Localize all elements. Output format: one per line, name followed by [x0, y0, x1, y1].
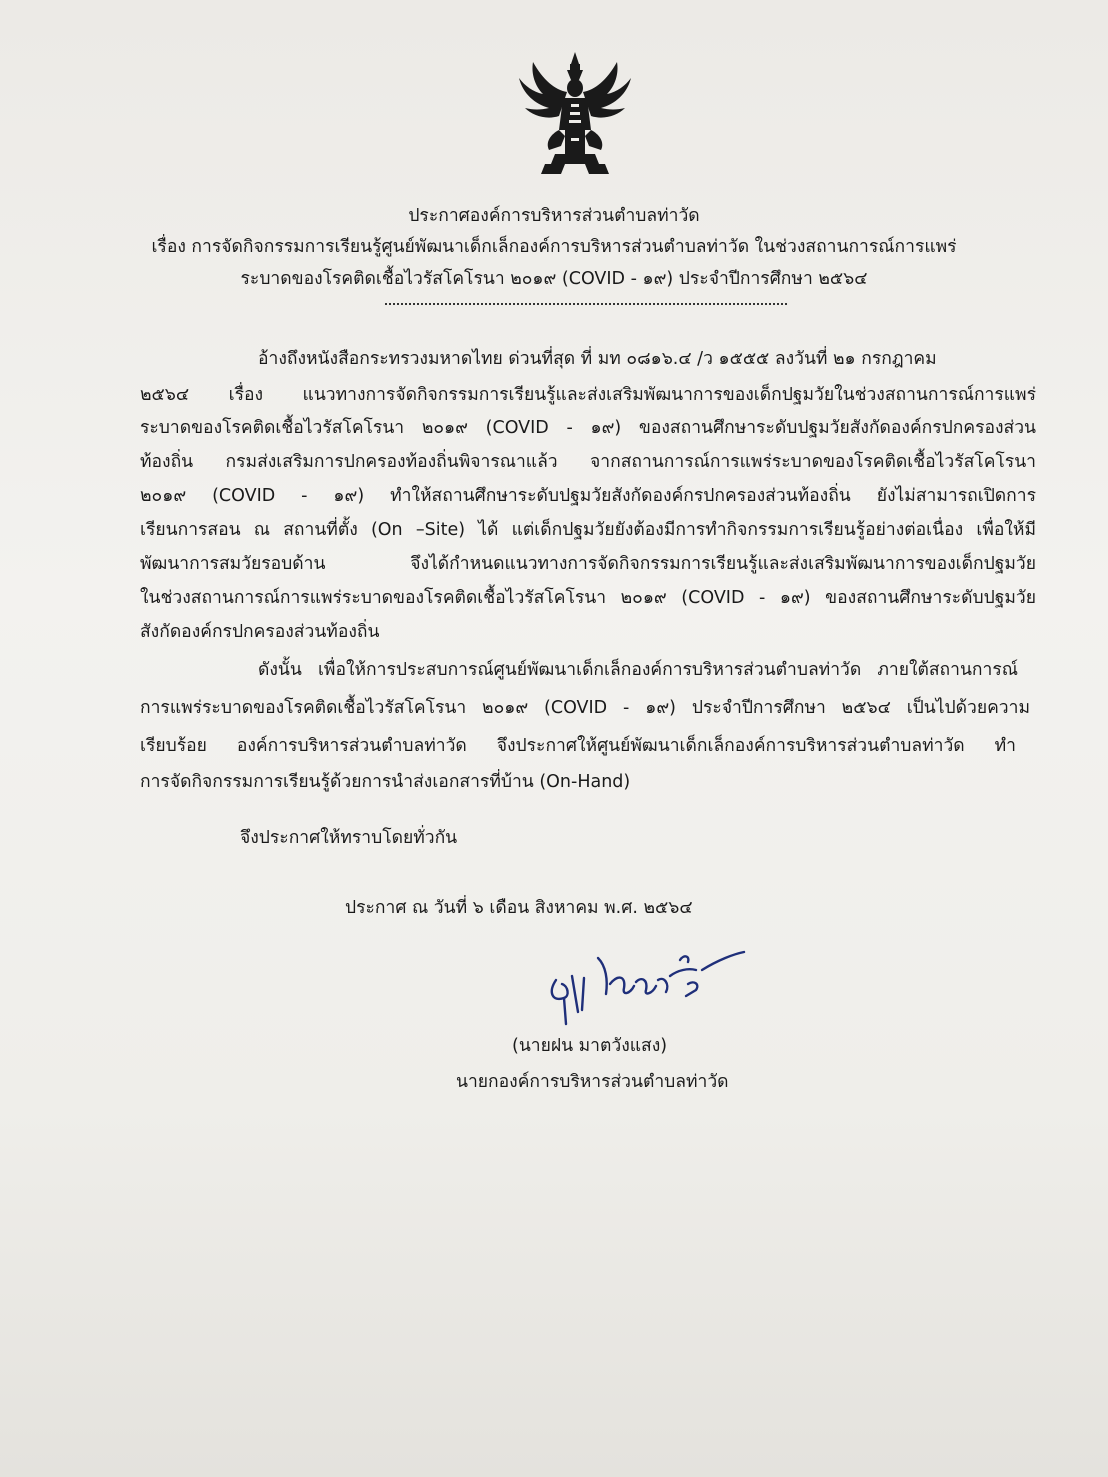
handwritten-signature — [538, 940, 748, 1030]
paragraph-2-line: ดังนั้น เพื่อให้การประสบการณ์ศูนย์พัฒนาเด็กเล็กองค์การบริหารส่วนตำบลท่าวัด ภายใต้สถานการณ์ — [258, 660, 1018, 680]
paragraph-1-line: ในช่วงสถานการณ์การแพร่ระบาดของโรคติดเชื้อไวรัสโคโรนา ๒๐๑๙ (COVID - ๑๙) ของสถานศึกษาระดับปฐมวัย — [140, 588, 1036, 608]
paragraph-2-line: เรียบร้อย องค์การบริหารส่วนตำบลท่าวัด จึงประกาศให้ศูนย์พัฒนาเด็กเล็กองค์การบริหารส่วนตำบลท่าวัด ทำ — [140, 736, 1016, 756]
announcement-date: ประกาศ ณ วันที่ ๖ เดือน สิงหาคม พ.ศ. ๒๕๖๔ — [345, 898, 693, 918]
paragraph-1-line: พัฒนาการสมวัยรอบด้าน จึงได้กำหนดแนวทางการจัดกิจกรรมการเรียนรู้และส่งเสริมพัฒนาการของเด็กปฐมวัย — [140, 554, 1036, 574]
paragraph-1-line: ๒๐๑๙ (COVID - ๑๙) ทำให้สถานศึกษาระดับปฐมวัยสังกัดองค์กรปกครองส่วนท้องถิ่น ยังไม่สามารถเปิดการ — [140, 486, 1036, 506]
paragraph-2-line: การจัดกิจกรรมการเรียนรู้ด้วยการนำส่งเอกสารที่บ้าน (On-Hand) — [140, 772, 631, 792]
paragraph-2-line: การแพร่ระบาดของโรคติดเชื้อไวรัสโคโรนา ๒๐๑๙ (COVID - ๑๙) ประจำปีการศึกษา ๒๕๖๔ เป็นไปด้วยความ — [140, 698, 1030, 718]
paragraph-1-line: สังกัดองค์กรปกครองส่วนท้องถิ่น — [140, 622, 380, 642]
issuer-title: ประกาศองค์การบริหารส่วนตำบลท่าวัด — [408, 206, 700, 226]
subject-line-1: เรื่อง การจัดกิจกรรมการเรียนรู้ศูนย์พัฒนาเด็กเล็กองค์การบริหารส่วนตำบลท่าวัด ในช่วงสถานการณ์การแพร่ — [151, 237, 957, 257]
subject-line-2: ระบาดของโรคติดเชื้อไวรัสโคโรนา ๒๐๑๙ (COVID - ๑๙) ประจำปีการศึกษา ๒๕๖๔ — [240, 269, 868, 289]
dotted-divider — [385, 303, 787, 305]
paragraph-1-line: ๒๕๖๔ เรื่อง แนวทางการจัดกิจกรรมการเรียนรู้และส่งเสริมพัฒนาการของเด็กปฐมวัยในช่วงสถานการณ์การแพร่ — [140, 385, 1036, 405]
signatory-name: (นายฝน มาตวังแสง) — [512, 1036, 668, 1056]
paragraph-1-line: ระบาดของโรคติดเชื้อไวรัสโคโรนา ๒๐๑๙ (COVID - ๑๙) ของสถานศึกษาระดับปฐมวัยสังกัดองค์กรปกครองส่วน — [140, 418, 1036, 438]
paragraph-1-line: ท้องถิ่น กรมส่งเสริมการปกครองท้องถิ่นพิจารณาแล้ว จากสถานการณ์การแพร่ระบาดของโรคติดเชื้อไวรัสโคโรนา — [140, 452, 1036, 472]
garuda-emblem — [515, 50, 635, 180]
signatory-position: นายกองค์การบริหารส่วนตำบลท่าวัด — [456, 1072, 729, 1092]
paragraph-1-line: อ้างถึงหนังสือกระทรวงมหาดไทย ด่วนที่สุด ที่ มท ๐๘๑๖.๔ /ว ๑๕๕๕ ลงวันที่ ๒๑ กรกฎาคม — [258, 349, 937, 369]
paragraph-1-line: เรียนการสอน ณ สถานที่ตั้ง (On –Site) ได้ แต่เด็กปฐมวัยยังต้องมีการทำกิจกรรมการเรียนรู้อย่างต่อเนื่อง เพื่อให้มี — [140, 520, 1036, 540]
closing-statement: จึงประกาศให้ทราบโดยทั่วกัน — [240, 828, 458, 848]
